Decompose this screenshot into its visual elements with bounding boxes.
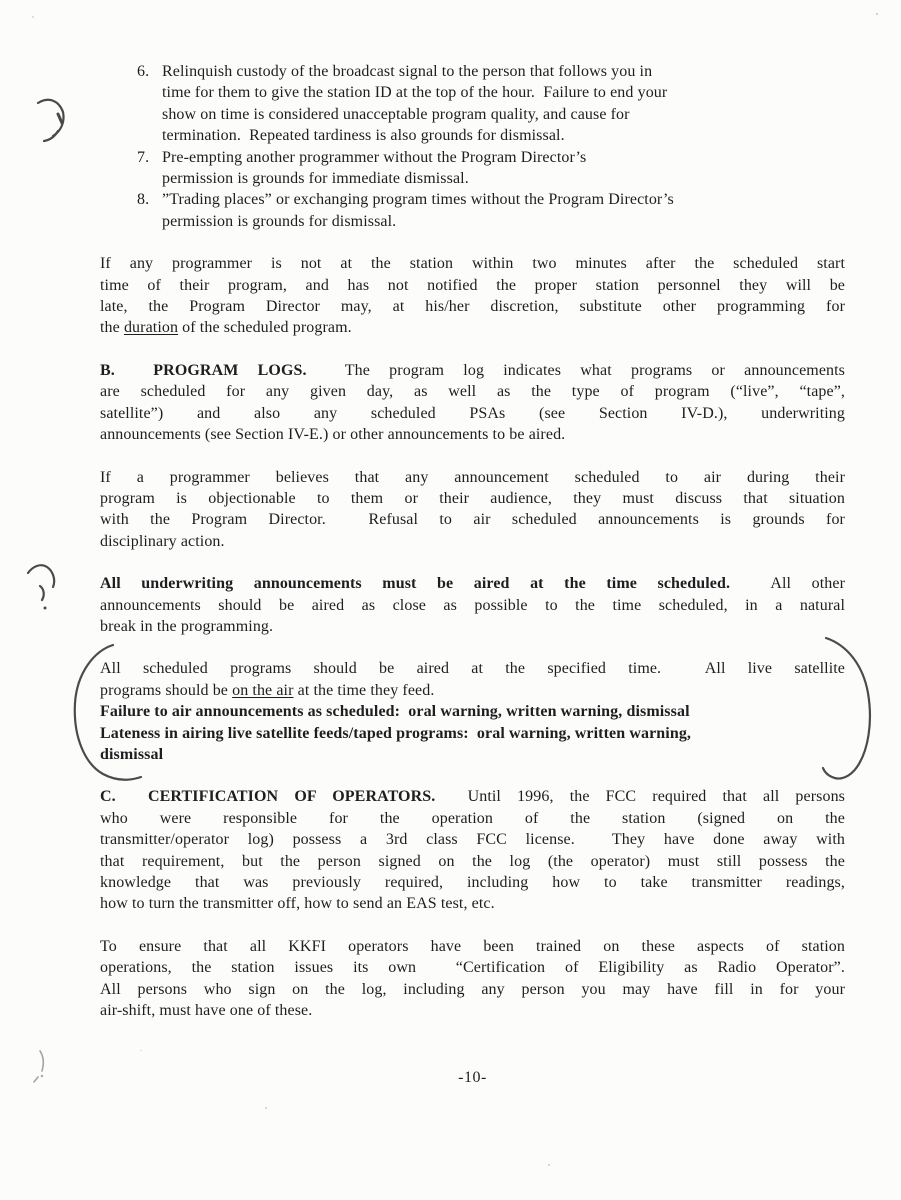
text-line: disciplinary action. — [100, 532, 225, 550]
text-line: dismissal — [100, 745, 164, 763]
paragraph-objectionable-announcements — [100, 467, 845, 553]
list-item-8 — [100, 189, 845, 232]
text-line: time of their program, and has not notified the proper station personnel they will be — [100, 276, 845, 294]
paragraph-schedule-policy-circled — [100, 658, 845, 765]
text-line: transmitter/operator log) possess a 3rd class FCC license. They have done away with — [100, 831, 845, 849]
pen-squiggle-top-left-icon — [38, 100, 64, 136]
text-line: Pre-empting another programmer without the Program Director’s — [162, 148, 587, 166]
text-line: knowledge that was previously required, including how to take transmitter readings, — [100, 874, 845, 891]
list-item-6 — [100, 61, 845, 147]
text-line: time for them to give the station ID at the top of the hour. Failure to end your — [162, 84, 668, 102]
scan-speck — [876, 13, 878, 15]
text-line: C. CERTIFICATION OF OPERATORS. Until 1996, the FCC required that all persons — [100, 788, 845, 806]
list-item-number: 7. — [137, 148, 150, 166]
paragraph-certification-of-operators — [100, 786, 845, 914]
scan-speck — [32, 16, 34, 18]
text-line: All scheduled programs should be aired at the specified time. All live satellite — [100, 660, 845, 678]
text-line: program is objectionable to them or their audience, they must discuss that situation — [100, 489, 845, 507]
numbered-list — [100, 61, 845, 232]
text-line: Lateness in airing live satellite feeds/taped programs: oral warning, written warning, — [100, 724, 692, 742]
pen-mark-bottom-left-icon — [40, 1051, 43, 1071]
text-line: are scheduled for any given day, as well as the type of program (“live”, “tape”, — [100, 383, 845, 401]
list-item-number: 6. — [137, 63, 150, 80]
scan-speck — [140, 1050, 142, 1051]
text-line: All persons who sign on the log, including any person you may have fill in for your — [100, 980, 845, 998]
pen-mark-bottom-left-tick-icon — [34, 1077, 38, 1082]
text-line: with the Program Director. Refusal to air scheduled announcements is grounds for — [100, 511, 845, 529]
text-line: All underwriting announcements must be aired at the time scheduled. All other — [100, 575, 846, 593]
document-text-column — [100, 61, 845, 1089]
list-item-text — [162, 61, 845, 147]
text-line: satellite”) and also any scheduled PSAs (see Section IV-D.), underwriting — [100, 404, 845, 422]
text-line: show on time is considered unacceptable program quality, and cause for — [162, 105, 630, 123]
page-number: -10- — [458, 1069, 487, 1087]
text-line: Failure to air announcements as scheduled: oral warning, written warning, dismissal — [100, 703, 690, 721]
pen-squiggle-top-left-tail-icon — [44, 131, 58, 141]
text-line: operations, the station issues its own “Certification of Eligibility as Radio Operator”. — [100, 959, 845, 977]
text-line: permission is grounds for dismissal. — [162, 212, 397, 230]
list-item-7 — [100, 147, 845, 190]
list-item-text — [162, 189, 845, 232]
list-item-text — [162, 147, 845, 190]
text-line: B. PROGRAM LOGS. The program log indicates what programs or announcements — [100, 361, 845, 379]
text-line: who were responsible for the operation of the station (signed on the — [100, 809, 845, 827]
paragraph-late-policy — [100, 253, 845, 339]
text-line: permission is grounds for immediate dismissal. — [162, 170, 469, 188]
pen-dot-icon — [44, 607, 47, 610]
pen-squiggle-mid-left-icon — [28, 565, 54, 587]
text-line: late, the Program Director may, at his/her discretion, substitute other programming for — [100, 298, 845, 316]
text-line: To ensure that all KKFI operators have been trained on these aspects of station — [100, 937, 845, 955]
pen-squiggle-mid-left-hook-icon — [40, 586, 44, 600]
paragraph-operator-training — [100, 936, 845, 1022]
paragraph-program-logs — [100, 360, 845, 446]
text-line: announcements should be aired as close as possible to the time scheduled, in a natural — [100, 596, 845, 614]
scan-speck — [548, 1164, 550, 1166]
pen-squiggle-top-left-tick-icon — [58, 114, 62, 123]
text-line: ”Trading places” or exchanging program times without the Program Director’s — [162, 191, 674, 209]
text-line: announcements (see Section IV-E.) or other announcements to be aired. — [100, 426, 566, 444]
pen-dot-icon — [41, 1075, 43, 1077]
scan-speck — [265, 1107, 267, 1109]
text-line: how to turn the transmitter off, how to send an EAS test, etc. — [100, 895, 495, 913]
text-line: If a programmer believes that any announcement scheduled to air during their — [100, 468, 845, 486]
text-line: that requirement, but the person signed on the log (the operator) must still possess the — [100, 852, 845, 870]
text-line: break in the programming. — [100, 617, 274, 635]
text-line: the duration of the scheduled program. — [100, 319, 352, 337]
list-item-number: 8. — [137, 191, 150, 209]
paragraph-underwriting-timing — [100, 573, 845, 637]
text-line: Relinquish custody of the broadcast signal to the person that follows you in — [162, 63, 653, 80]
text-line: If any programmer is not at the station within two minutes after the scheduled start — [100, 255, 845, 273]
text-line: air-shift, must have one of these. — [100, 1002, 313, 1020]
text-line: termination. Repeated tardiness is also grounds for dismissal. — [162, 127, 565, 145]
text-line: programs should be on the air at the time they feed. — [100, 681, 435, 699]
